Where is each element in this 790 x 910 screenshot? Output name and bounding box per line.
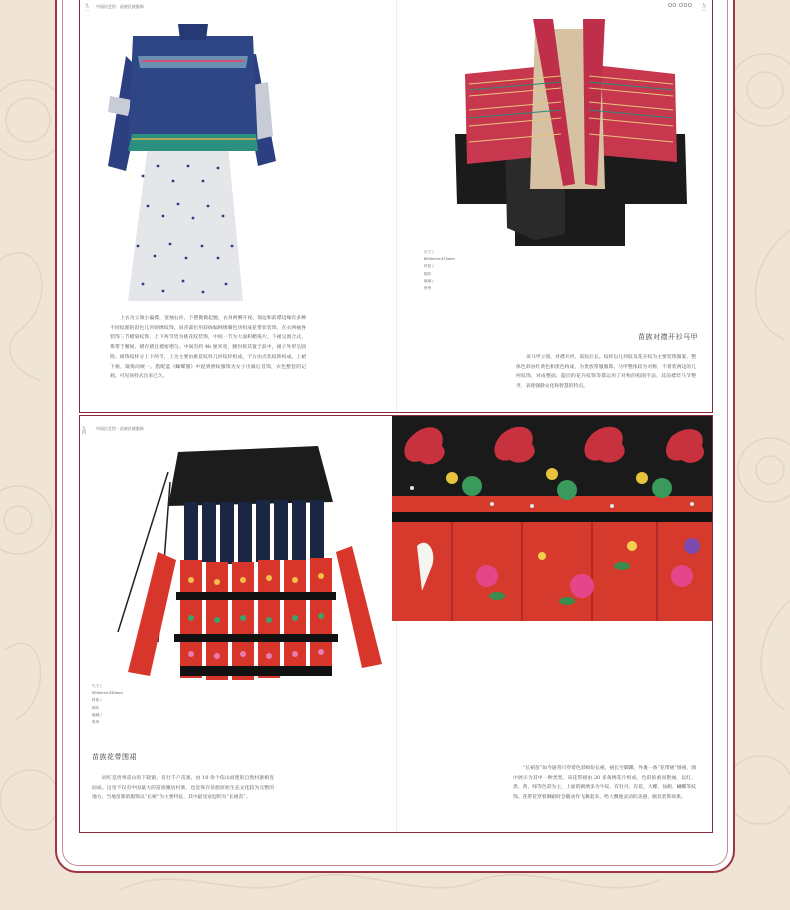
- vest-photo: [425, 14, 695, 254]
- gutter: [396, 0, 397, 412]
- page-number-left: 九二: [85, 3, 90, 11]
- running-header: 中国民艺馆 · 苗族民族服饰: [96, 4, 144, 9]
- jacket-description: 上衣为立领小偏襟，宽袖右衽，下摆微微起翘，衣身两侧开衩。领边和前襟边缘有多种不同纹理的彩色几何锁绣纹饰，肩背部位用彩线编网绣制色块组成花带状装饰。在衣两袖各装饰三节蜡染纹饰，上下两节皆为挑花纹装饰，中间一节为大面积蜡染片。下裙呈围合式，系带于腰间，褶有褶且褶密褶匀。中间有约 4b 厘米宽，腰封将其置于前中，裙子外形呈圆筒。裙饰纹样分上下两节，上为主要由挑花纹样几何纹样组成，下方由点状纹饰构成。上裙下裙，凝炼而统一。搭配蓝《蝴蝶图》中提到褶纹服饰为女子出嫁后首饰，衣色整套的记载。可见该样式出来已久。: [110, 316, 306, 380]
- publisher-logo: OO OOO: [668, 3, 693, 9]
- page-number-left: 九四: [82, 426, 87, 434]
- apron-spec-caption: 尺寸 / 900mm×330mm 材质 / 棉布 地域 / 贵州: [92, 684, 123, 725]
- vest-spec-caption: 尺寸 / 800mm×475mm 材质 / 棉布 地域 / 贵州: [424, 250, 455, 291]
- top-spread: [79, 0, 713, 413]
- ribbon-apron-photo: [98, 442, 388, 688]
- embroidery-detail-photo: [392, 416, 713, 621]
- bottom-spread: [79, 415, 713, 833]
- apron-description: 而红是贵州雷山的下辖镇，有壮千户苗寨，由 10 余个依山而建的自然村寨相连而成。这里不仅有中国最大的苗族聚居村寨，也是保存苗族原始生态文化较为完整的地方，当地苗寨的服饰以“长裙”为主要特征，其中最受欢迎的为“长裙苗”。: [92, 776, 274, 801]
- jacket-skirt-photo: [108, 16, 278, 306]
- running-header: 中国民艺馆 · 苗族民族服饰: [96, 426, 144, 431]
- page-number-right: 九三: [702, 3, 707, 11]
- vest-description: 该马甲立领，对襟开衫，前短后长。纹样以几何纹及花卉纹为主要装饰图案，整体色彩由红黄色和黑色构成，为贵族常服服饰。马甲整体较为对称，不着装两边的几何纹饰，对成整面，隐层的花卉纹饰等都运用了对称的构图手法，其前襟装马节整齐，表现强静文化和智慧的特点。: [516, 355, 696, 390]
- long-skirt-description: “长裙苗”如今通常只穿着色彩缤纷长裙，裙长至脚踝，外裹一条“花带裙”围裙，图中展示为其中一种类型。该花带裙由 20 多条绣花片组成，色彩浓重而艳丽，以红、黑、黄、绿等色彩为主，上面的刺绣多为牛纹、有牡丹、有花、大蝶、仙鹤、蝴蝶等纹饰。花带花穿着舞蹈时会随动作飞舞起来，给人飘逸灵动的美感，颇具装饰效果。: [513, 766, 696, 801]
- vest-title: 苗族对襟开衫马甲: [638, 333, 698, 341]
- apron-title: 苗族花带围裙: [92, 753, 137, 761]
